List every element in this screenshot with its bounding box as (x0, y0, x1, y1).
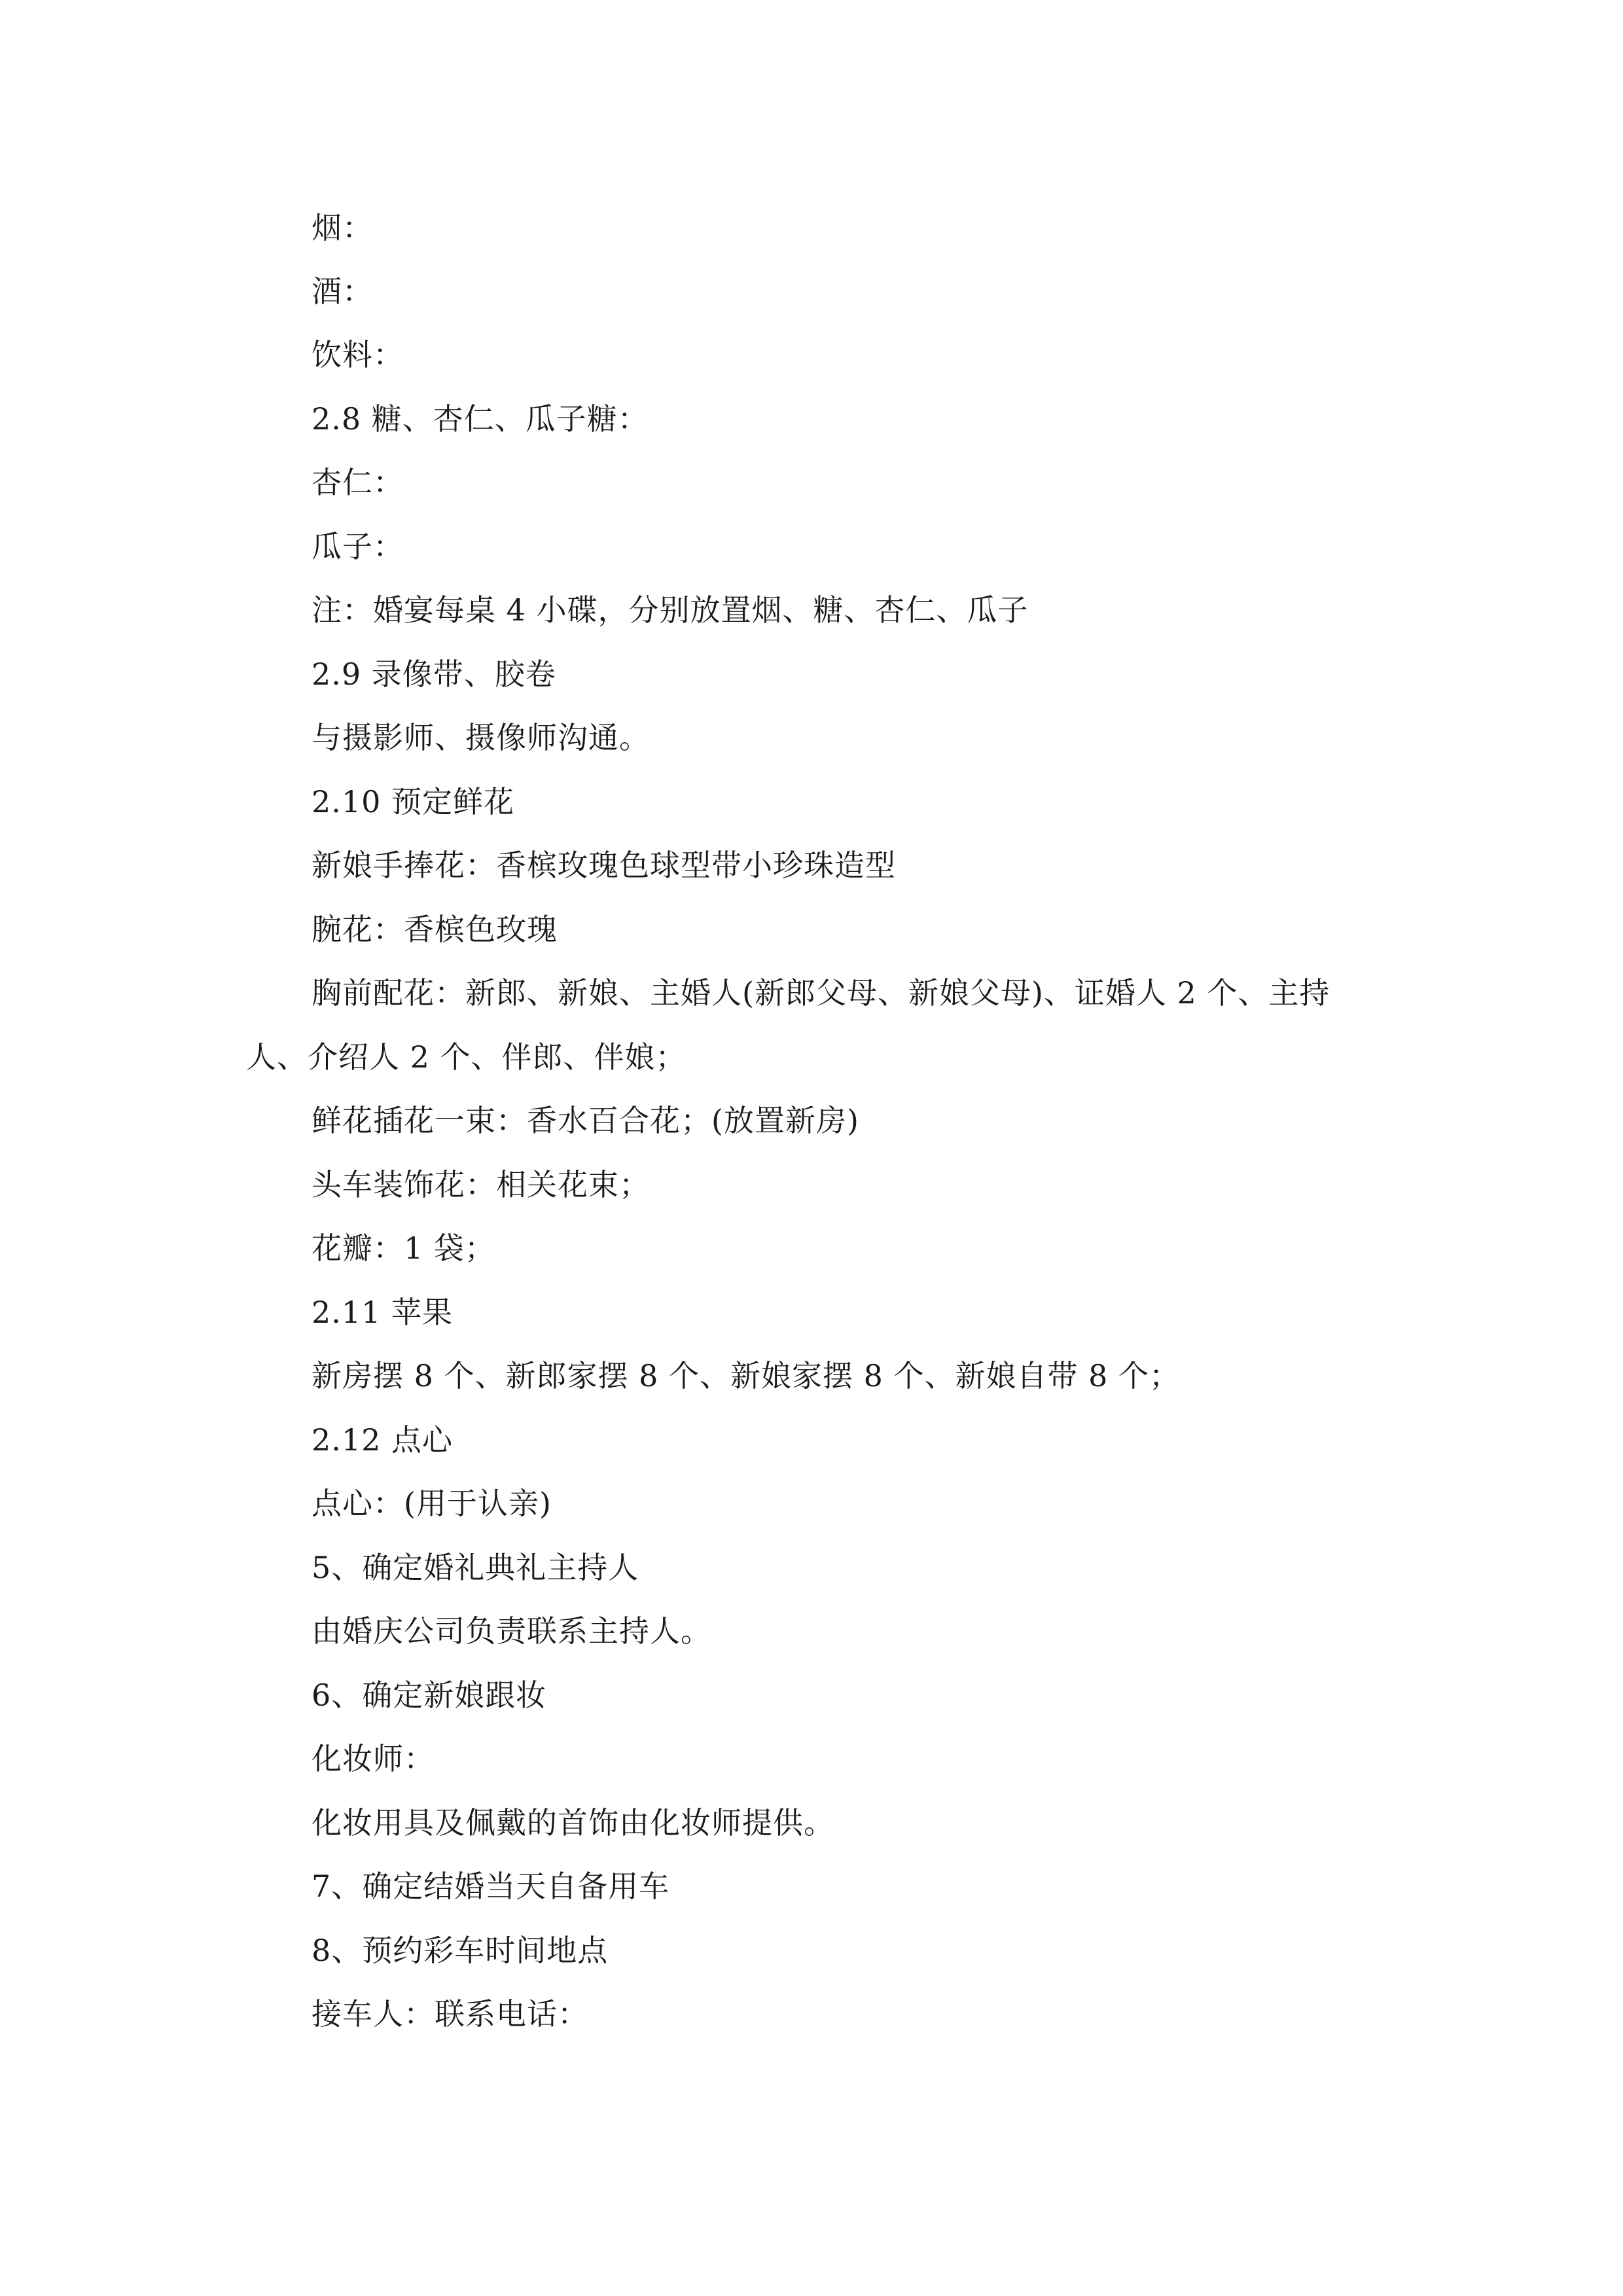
line-cigarettes: 烟： (312, 210, 373, 245)
line-section-2-8: 2.8 糖、杏仁、瓜子糖： (312, 401, 649, 437)
line-host-contact: 由婚庆公司负责联系主持人。 (312, 1613, 711, 1649)
line-wrist-flower: 腕花：香槟色玫瑰 (312, 912, 558, 947)
line-flower-arrangement: 鲜花插花一束：香水百合花；(放置新房) (312, 1103, 859, 1138)
line-makeup-artist: 化妆师： (312, 1741, 435, 1776)
line-note: 注：婚宴每桌 4 小碟，分别放置烟、糖、杏仁、瓜子 (312, 592, 1029, 628)
line-snacks: 点心：(用于认亲) (312, 1486, 552, 1521)
line-almonds: 杏仁： (312, 465, 404, 500)
line-photographer: 与摄影师、摄像师沟通。 (312, 720, 650, 755)
line-section-6: 6、确定新娘跟妆 (312, 1677, 547, 1713)
line-corsage: 胸前配花：新郎、新娘、主婚人(新郎父母、新娘父母)、证婚人 2 个、主持 (312, 975, 1330, 1011)
line-seeds: 瓜子： (312, 529, 404, 564)
line-makeup-tools: 化妆用具及佩戴的首饰由化妆师提供。 (312, 1805, 834, 1840)
line-drinks: 饮料： (312, 337, 404, 372)
line-apples: 新房摆 8 个、新郎家摆 8 个、新娘家摆 8 个、新娘自带 8 个； (312, 1358, 1181, 1393)
line-section-2-9: 2.9 录像带、胶卷 (312, 656, 556, 692)
line-pickup-contact: 接车人：联系电话： (312, 1996, 588, 2032)
line-section-2-10: 2.10 预定鲜花 (312, 784, 515, 819)
line-bridal-bouquet: 新娘手捧花：香槟玫瑰色球型带小珍珠造型 (312, 848, 896, 883)
line-section-5: 5、确定婚礼典礼主持人 (312, 1550, 639, 1585)
line-section-2-12: 2.12 点心 (312, 1422, 454, 1458)
line-section-2-11: 2.11 苹果 (312, 1295, 454, 1330)
line-liquor: 酒： (312, 274, 373, 309)
line-section-8: 8、预约彩车时间地点 (312, 1933, 609, 1968)
line-petals: 花瓣：1 袋； (312, 1230, 495, 1266)
line-corsage-continued: 人、介绍人 2 个、伴郎、伴娘； (246, 1039, 687, 1075)
line-car-flowers: 头车装饰花：相关花束； (312, 1167, 650, 1202)
line-section-7: 7、确定结婚当天自备用车 (312, 1869, 670, 1904)
